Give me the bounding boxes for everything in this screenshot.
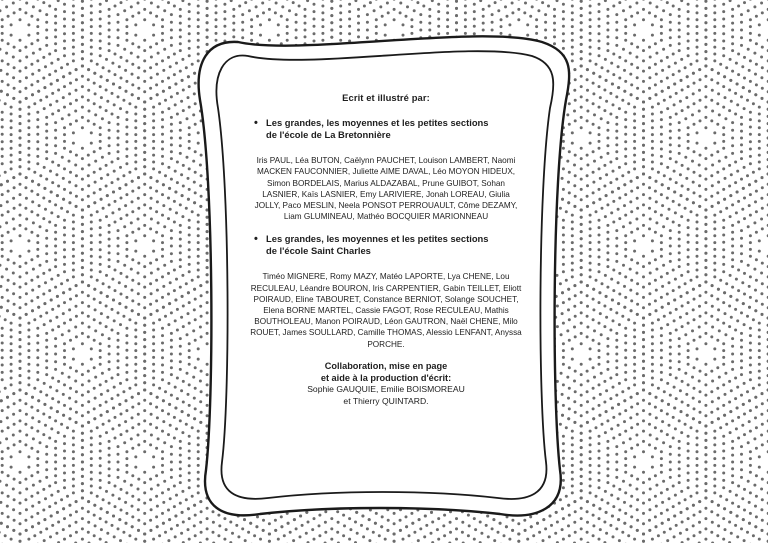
bullet-icon: •: [254, 117, 258, 130]
credits-panel: [250, 92, 522, 472]
collaboration-people: [250, 384, 522, 407]
student-names-bretonniere: Iris PAUL, Léa BUTON, Caëlynn PAUCHET, Louison LAMBERT, Naomi MACKEN FAUCONNIER, Juliette AIME DAVAL, Léo MOYON HIDEUX, Simon BORDELAIS, Marius ALDAZABAL, Prune GUIBOT, Sohan LASNIER, Kaïs LASNIER, Emy LARIVIERE, Jonah LOREAU, Giulia JOLLY, Paco MESLIN, Neela PONSOT PERROUAULT, Côme DEZAMY, Liam GLUMINEAU, Mathéo BOCQUIER MARIONNEAU: [254, 156, 518, 222]
student-names-saint-charles: Timéo MIGNERE, Romy MAZY, Matéo LAPORTE, Lya CHENE, Lou RECULEAU, Léandre BOURON, Iris CARPENTIER, Gabin TEILLET, Eliott POIRAUD, Eline TABOURET, Constance BERNIOT, Solange SOUCHET, Elena BORNE MARTEL, Cassie FAGOT, Rose RECULEAU, Mathis BOUTHOLEAU, Manon POIRAUD, Léon GAUTRON, Naël CHENE, Milo ROUET, James SOULLARD, Camille THOMAS, Alessio LENFANT, Anyssa PORCHE.: [250, 272, 522, 349]
collaboration-title: [250, 361, 522, 385]
section-title-bretonniere: [254, 117, 522, 141]
bullet-icon: •: [254, 233, 258, 246]
section-title-line: Les grandes, les moyennes et les petites sections: [266, 117, 489, 129]
section-title-saint-charles: [254, 233, 522, 257]
section-title-line: Les grandes, les moyennes et les petites sections: [266, 233, 489, 245]
collaboration-title-line: et aide à la production d'écrit:: [320, 372, 452, 383]
section-title-line: de l'école Saint Charles: [266, 245, 371, 257]
section-title-line: de l'école de La Bretonnière: [266, 129, 391, 141]
credits-heading: Ecrit et illustré par:: [342, 92, 430, 103]
collaboration-people-line: et Thierry QUINTARD.: [343, 395, 429, 406]
collaboration-people-line: Sophie GAUQUIE, Emilie BOISMOREAU: [307, 384, 465, 395]
collaboration-title-line: Collaboration, mise en page: [324, 360, 448, 371]
